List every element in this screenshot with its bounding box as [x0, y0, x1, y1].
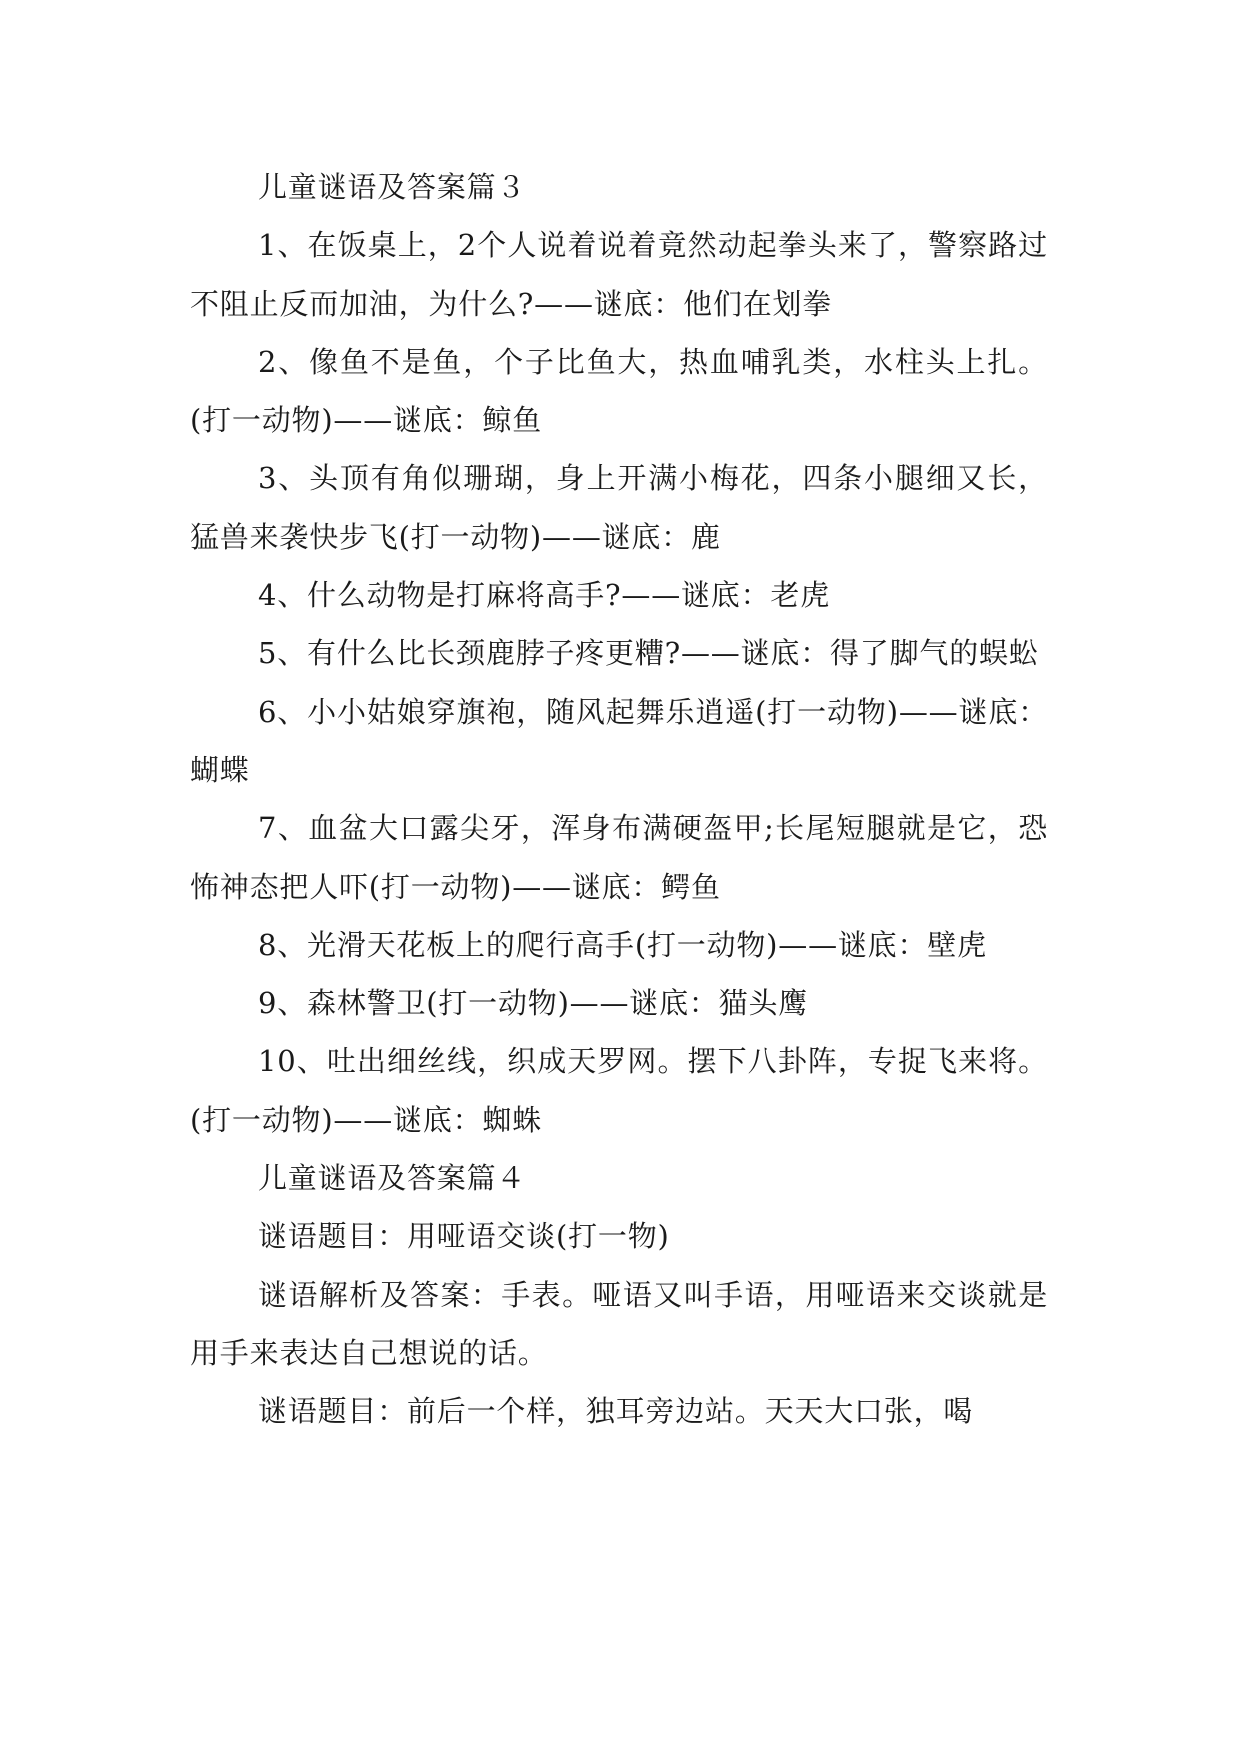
- riddle-paragraph: 1、在饭桌上，2个人说着说着竟然动起拳头来了，警察路过不阻止反而加油，为什么?——谜底：他们在划拳: [190, 228, 1048, 321]
- document-body: [190, 158, 1048, 1441]
- section-heading: 儿童谜语及答案篇３: [258, 170, 527, 204]
- riddle-paragraph: 9、森林警卫(打一动物)——谜底：猫头鹰: [258, 986, 809, 1021]
- riddle-paragraph: 3、头顶有角似珊瑚，身上开满小梅花，四条小腿细又长，猛兽来袭快步飞(打一动物)——谜底：鹿: [190, 461, 1048, 554]
- riddle-answer: 谜语解析及答案：手表。哑语又叫手语，用哑语来交谈就是用手来表达自己想说的话。: [190, 1277, 1048, 1370]
- riddle-paragraph: 5、有什么比长颈鹿脖子疼更糟?——谜底：得了脚气的蜈蚣: [258, 636, 1039, 671]
- riddle-paragraph: 7、血盆大口露尖牙，浑身布满硬盔甲;长尾短腿就是它，恐怖神态把人吓(打一动物)——谜底：鳄鱼: [190, 811, 1048, 904]
- riddle-paragraph: 8、光滑天花板上的爬行高手(打一动物)——谜底：壁虎: [258, 927, 987, 962]
- riddle-paragraph: 2、像鱼不是鱼，个子比鱼大，热血哺乳类，水柱头上扎。(打一动物)——谜底：鲸鱼: [190, 344, 1048, 438]
- riddle-question: 谜语题目：用哑语交谈(打一物): [258, 1219, 670, 1254]
- riddle-paragraph: 6、小小姑娘穿旗袍，随风起舞乐逍遥(打一动物)——谜底：蝴蝶: [190, 694, 1048, 787]
- riddle-question: 谜语题目：前后一个样，独耳旁边站。天天大口张，喝: [258, 1394, 974, 1429]
- riddle-paragraph: 4、什么动物是打麻将高手?——谜底：老虎: [258, 578, 830, 613]
- riddle-paragraph: 10、吐出细丝线，织成天罗网。摆下八卦阵，专捉飞来将。(打一动物)——谜底：蜘蛛: [190, 1044, 1048, 1137]
- section-heading: 儿童谜语及答案篇４: [258, 1161, 527, 1196]
